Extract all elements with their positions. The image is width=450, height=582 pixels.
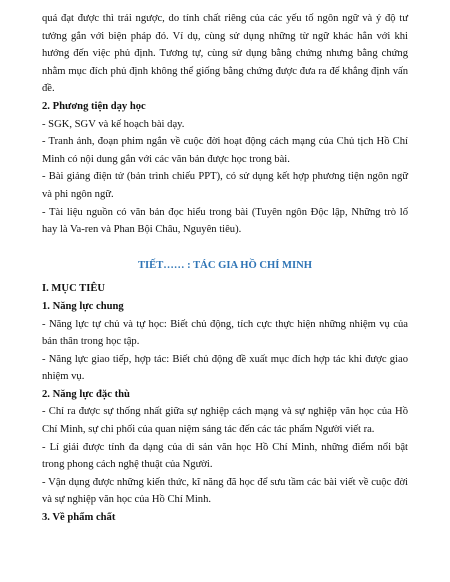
- specific-item-3: - Vận dụng được những kiến thức, kĩ năng đã học để sưu tầm các bài viết về cuộc đời và sự nghiệp văn học của Hồ Chí Minh.: [42, 476, 408, 506]
- intro-paragraph: quá đạt được thì trái ngược, do tính chất riêng của các yếu tố ngôn ngữ và ý độ tư tưởng gắn với biện pháp đó. Ví dụ, cùng sử dụng những từ ngữ khác hẳn với khi hướng đến việc phủ định. Tương tự, cùng sử dụng bằng chứng nhưng bằng chứng nhằm mục đích phủ định không thể giống bằng chứng được đưa ra để khẳng định vấn đề.: [42, 13, 408, 95]
- heading-specific-competence: 2. Năng lực đặc thù: [42, 388, 130, 400]
- means-item-2: - Tranh ảnh, đoạn phim ngắn về cuộc đời hoạt động cách mạng của Chủ tịch Hồ Chí Minh có nội dung gắn với các văn bản được học trong bài.: [42, 136, 408, 165]
- means-item-1: - SGK, SGV và kế hoạch bài dạy.: [42, 118, 185, 130]
- specific-item-2: - Lí giải được tính đa dạng của di sản văn học Hồ Chí Minh, những điểm nổi bật trong phong cách nghệ thuật của Người.: [42, 441, 408, 471]
- general-item-2: - Năng lực giao tiếp, hợp tác: Biết chủ động đề xuất mục đích hợp tác khi được giao nhiệm vụ.: [42, 353, 408, 383]
- heading-qualities: 3. Về phẩm chất: [42, 512, 116, 524]
- heading-teaching-means: 2. Phương tiện dạy học: [42, 100, 146, 112]
- means-item-4: - Tài liệu nguồn có văn bản đọc hiểu trong bài (Tuyên ngôn Độc lập, Những trò lố hay là Va-ren và Phan Bội Châu, Nguyên tiêu).: [42, 206, 408, 236]
- general-item-1: - Năng lực tự chủ và tự học: Biết chủ động, tích cực thực hiện những nhiệm vụ của bản thân trong học tập.: [42, 318, 408, 348]
- heading-general-competence: 1. Năng lực chung: [42, 300, 124, 312]
- heading-objectives: I. MỤC TIÊU: [42, 283, 106, 295]
- specific-item-1: - Chỉ ra được sự thống nhất giữa sự nghiệp cách mạng và sự nghiệp văn học của Hồ Chí Minh, sự chi phối của quan niệm sáng tác đến các tác phẩm Người viết ra.: [42, 406, 408, 436]
- lesson-title: TIẾT…… : TÁC GIA HỒ CHÍ MINH: [137, 259, 313, 271]
- means-item-3: - Bài giảng điện tử (bản trình chiếu PPT), có sử dụng kết hợp phương tiện ngôn ngữ và phi ngôn ngữ.: [42, 171, 408, 200]
